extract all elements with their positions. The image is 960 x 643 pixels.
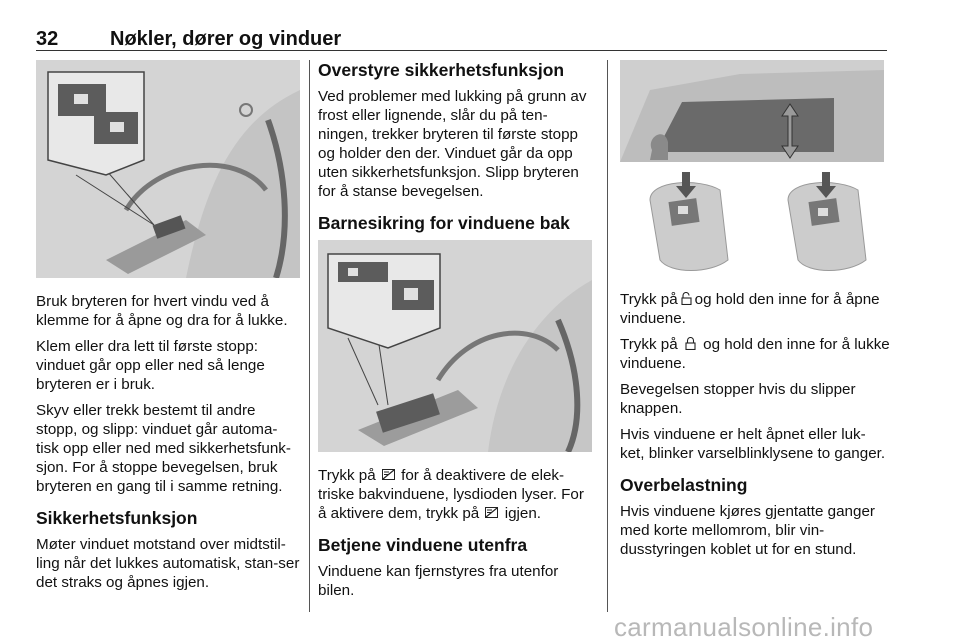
watermark: carmanualsonline.info	[614, 612, 874, 642]
paragraph-child-lock	[318, 466, 594, 523]
heading-safety-function: Sikkerhetsfunksjon	[36, 508, 198, 528]
paragraph-close-windows	[620, 335, 890, 373]
paragraph-remote-windows: Vinduene kan fjernstyres fra utenfor bilen.	[318, 563, 559, 599]
remote-lock-icon	[684, 337, 697, 350]
paragraph-first-stop: Klem eller dra lett til første stopp: vinduet går opp eller ned så lenge bryteren er i bruk.	[36, 338, 265, 393]
page-title: Nøkler, dører og vinduer	[110, 28, 342, 50]
text-press-on: Trykk på	[620, 291, 678, 308]
child-lock-window-icon	[382, 468, 395, 481]
remote-key-window-illustration	[620, 60, 884, 276]
column-1	[36, 60, 300, 599]
text-press-on: Trykk på	[318, 467, 376, 484]
child-lock-window-icon	[485, 506, 498, 519]
column-2	[318, 60, 594, 607]
column-divider-2	[607, 60, 608, 612]
page-number: 32	[36, 28, 59, 50]
text-again: igjen.	[504, 505, 542, 522]
paragraph-movement-stops: Bevegelsen stopper hvis du slipper knappen.	[620, 381, 856, 417]
paragraph-safety-function: Møter vinduet motstand over midtstil-ling når det lukkes automatisk, stan-ser det straks og åpnes igjen.	[36, 536, 300, 591]
child-lock-illustration	[318, 240, 592, 452]
page-header	[36, 16, 886, 52]
paragraph-hazard-flash: Hvis vinduene er helt åpnet eller luk-ket, blinker varselblinklysene to ganger.	[620, 426, 886, 462]
heading-remote-windows: Betjene vinduene utenfra	[318, 535, 528, 555]
text-deactivate: for å deaktivere de elek-triske bakvinduene, lysdioden lyser. For å aktivere dem, trykk på	[318, 467, 584, 522]
heading-overload: Overbelastning	[620, 475, 748, 495]
paragraph-switch-usage: Bruk bryteren for hvert vindu ved å klemme for å åpne og dra for å lukke.	[36, 293, 288, 329]
paragraph-second-stop: Skyv eller trekk bestemt til andre stopp, og slipp: vinduet går automa-tisk opp eller ned med sikkerhetsfunk-sjon. For å stoppe bevegelsen, bruk bryteren en gang til i samme retning.	[36, 402, 291, 495]
remote-unlock-icon	[680, 292, 693, 305]
heading-child-lock: Barnesikring for vinduene bak	[318, 213, 570, 233]
paragraph-open-windows	[620, 290, 890, 328]
text-press-on: Trykk på	[620, 336, 678, 353]
paragraph-overload: Hvis vinduene kjøres gjentatte ganger med korte mellomrom, blir vin-dusstyringen koblet ut for en stund.	[620, 503, 875, 558]
window-switch-illustration	[36, 60, 300, 278]
heading-override-safety: Overstyre sikkerhetsfunksjon	[318, 60, 565, 80]
column-3	[620, 60, 890, 566]
text-close-windows: og hold den inne for å lukke vinduene.	[620, 336, 890, 372]
header-divider	[36, 50, 887, 51]
text-open-windows: og hold den inne for å åpne vinduene.	[620, 291, 880, 327]
paragraph-override-safety: Ved problemer med lukking på grunn av frost eller lignende, slår du på ten-ningen, trekker bryteren til første stopp og holder den der. Vinduet går da opp uten sikkerhetsfunksjon. Slipp bryteren for å stanse bevegelsen.	[318, 88, 587, 200]
column-divider-1	[309, 60, 310, 612]
